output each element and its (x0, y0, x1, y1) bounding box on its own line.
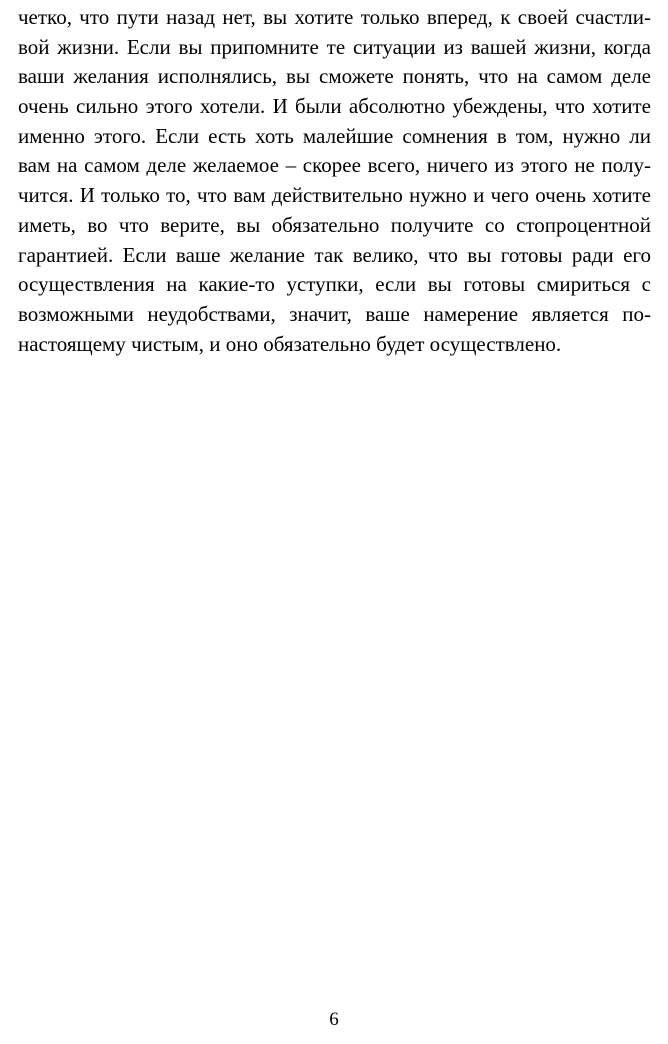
paragraph-line: вам на самом деле желаемое – скорее всего, ничего из этого не полу- (18, 153, 651, 178)
paragraph-line: именно этого. Если есть хоть малейшие сомнения в том, нужно ли (18, 123, 651, 148)
paragraph-line: настоящему чистым, и оно обязательно будет осуществлено. (18, 331, 562, 356)
paragraph-line: осуществления на какие-то уступки, если вы готовы смириться с (18, 272, 651, 297)
paragraph-line: чится. И только то, что вам действительно нужно и чего очень хотите (18, 183, 651, 208)
paragraph-line: очень сильно этого хотели. И были абсолютно убеждены, что хотите (18, 94, 651, 119)
paragraph-line: гарантией. Если ваше желание так велико, что вы готовы ради его (18, 242, 651, 267)
page-number: 6 (329, 1009, 339, 1030)
body-paragraph (18, 3, 651, 359)
paragraph-line: возможными неудобствами, значит, ваше намерение является по- (18, 301, 651, 326)
paragraph-line: вой жизни. Если вы припомните те ситуации из вашей жизни, когда (18, 34, 651, 59)
paragraph-line: иметь, во что верите, вы обязательно получите со стопроцентной (18, 212, 651, 237)
paragraph-line: четко, что пути назад нет, вы хотите только вперед, к своей счастли- (18, 5, 651, 29)
paragraph-line: ваши желания исполнялись, вы сможете понять, что на самом деле (18, 64, 651, 89)
